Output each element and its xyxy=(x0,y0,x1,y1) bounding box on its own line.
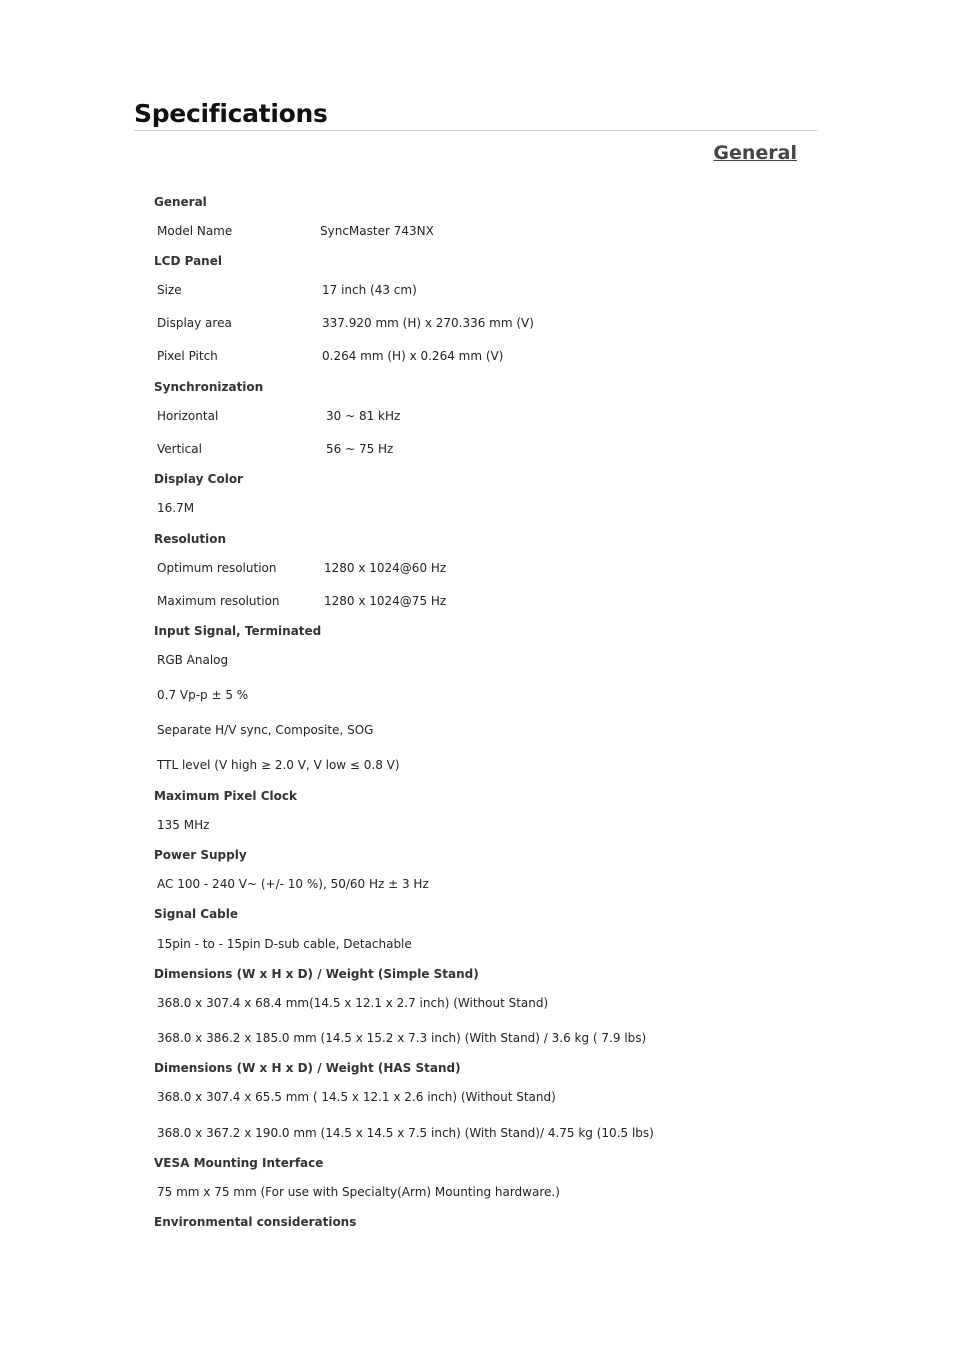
spec-value-input-signal-line: TTL level (V high ≥ 2.0 V, V low ≤ 0.8 V) xyxy=(157,758,400,772)
group-heading-dimensions-has-stand: Dimensions (W x H x D) / Weight (HAS Stand) xyxy=(154,1061,461,1075)
spec-value-dimensions-simple-line: 368.0 x 307.4 x 68.4 mm(14.5 x 12.1 x 2.7 inch) (Without Stand) xyxy=(157,996,549,1010)
group-heading-max-pixel-clock: Maximum Pixel Clock xyxy=(154,789,297,803)
spec-value-dimensions-has-line: 368.0 x 307.4 x 65.5 mm ( 14.5 x 12.1 x 2.6 inch) (Without Stand) xyxy=(157,1090,556,1104)
spec-value-model-name: SyncMaster 743NX xyxy=(320,224,434,238)
spec-label-maximum-resolution: Maximum resolution xyxy=(157,594,280,608)
group-heading-display-color: Display Color xyxy=(154,472,243,486)
spec-label-model-name: Model Name xyxy=(157,224,233,238)
spec-value-display-area: 337.920 mm (H) x 270.336 mm (V) xyxy=(322,316,534,330)
spec-value-optimum-resolution: 1280 x 1024@60 Hz xyxy=(324,561,447,575)
group-heading-vesa: VESA Mounting Interface xyxy=(154,1156,324,1170)
group-heading-resolution: Resolution xyxy=(154,532,227,546)
spec-value-pixel-pitch: 0.264 mm (H) x 0.264 mm (V) xyxy=(322,349,504,363)
spec-value-size: 17 inch (43 cm) xyxy=(322,283,417,297)
spec-value-maximum-resolution: 1280 x 1024@75 Hz xyxy=(324,594,447,608)
spec-label-vertical: Vertical xyxy=(157,442,202,456)
spec-label-pixel-pitch: Pixel Pitch xyxy=(157,349,218,363)
page-title: Specifications xyxy=(134,99,328,128)
group-heading-general: General xyxy=(154,195,207,209)
spec-label-size: Size xyxy=(157,283,182,297)
spec-value-dimensions-has-line: 368.0 x 367.2 x 190.0 mm (14.5 x 14.5 x 7.5 inch) (With Stand)/ 4.75 kg (10.5 lbs) xyxy=(157,1126,654,1140)
spec-value-input-signal-line: Separate H/V sync, Composite, SOG xyxy=(157,723,374,737)
section-heading-general: General xyxy=(713,142,797,164)
spec-value-vertical: 56 ~ 75 Hz xyxy=(326,442,394,456)
spec-value-display-color: 16.7M xyxy=(157,501,195,515)
group-heading-power-supply: Power Supply xyxy=(154,848,247,862)
group-heading-input-signal: Input Signal, Terminated xyxy=(154,624,322,638)
title-divider xyxy=(134,130,817,131)
group-heading-signal-cable: Signal Cable xyxy=(154,907,239,921)
group-heading-synchronization: Synchronization xyxy=(154,380,264,394)
group-heading-environmental: Environmental considerations xyxy=(154,1215,357,1229)
spec-value-input-signal-line: RGB Analog xyxy=(157,653,229,667)
spec-value-vesa: 75 mm x 75 mm (For use with Specialty(Arm) Mounting hardware.) xyxy=(157,1185,560,1199)
spec-value-horizontal: 30 ~ 81 kHz xyxy=(326,409,401,423)
group-heading-dimensions-simple-stand: Dimensions (W x H x D) / Weight (Simple Stand) xyxy=(154,967,479,981)
spec-value-max-pixel-clock: 135 MHz xyxy=(157,818,210,832)
group-heading-lcd-panel: LCD Panel xyxy=(154,254,222,268)
spec-label-display-area: Display area xyxy=(157,316,232,330)
spec-value-power-supply: AC 100 - 240 V~ (+/- 10 %), 50/60 Hz ± 3 Hz xyxy=(157,877,429,891)
spec-label-optimum-resolution: Optimum resolution xyxy=(157,561,277,575)
spec-value-dimensions-simple-line: 368.0 x 386.2 x 185.0 mm (14.5 x 15.2 x 7.3 inch) (With Stand) / 3.6 kg ( 7.9 lbs) xyxy=(157,1031,647,1045)
spec-value-input-signal-line: 0.7 Vp-p ± 5 % xyxy=(157,688,249,702)
spec-value-signal-cable: 15pin - to - 15pin D-sub cable, Detachable xyxy=(157,937,412,951)
spec-label-horizontal: Horizontal xyxy=(157,409,219,423)
